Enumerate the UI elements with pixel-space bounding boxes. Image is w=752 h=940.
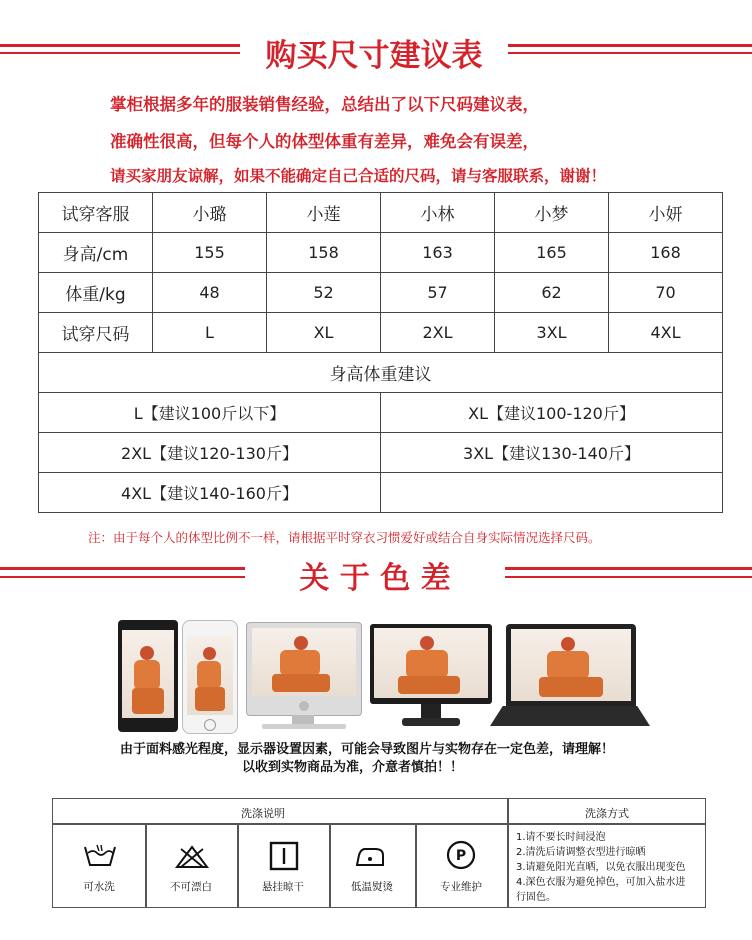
model-head	[294, 636, 308, 650]
table-cell: 52	[267, 273, 381, 313]
table-cell: L	[153, 313, 267, 353]
phone-device-white	[182, 620, 238, 734]
care-label: 专业维护	[440, 881, 482, 893]
hang-dry-icon	[269, 841, 299, 871]
suggestion-title: 身高体重建议	[39, 353, 723, 393]
care-label: 不可漂白	[170, 881, 212, 893]
model-pants	[398, 676, 460, 694]
table-cell: 2XL	[381, 313, 495, 353]
title-bar-right-2	[508, 52, 752, 54]
table-cell: 4XL	[609, 313, 723, 353]
device-screen	[187, 635, 233, 715]
intro-line-2: 准确性很高，但每个人的体型体重有差异，难免会有误差，	[110, 132, 539, 151]
model-pants	[272, 674, 330, 692]
logo-icon	[299, 701, 309, 711]
table-row	[39, 313, 723, 353]
model-top	[280, 650, 320, 676]
table-row	[39, 233, 723, 273]
model-top	[197, 661, 221, 689]
size-table	[38, 192, 723, 513]
phone-device	[118, 620, 178, 732]
divider	[53, 823, 705, 825]
table-row	[39, 473, 723, 513]
title-bar-right-4	[505, 576, 752, 578]
care-label: 可水洗	[83, 881, 115, 893]
divider	[507, 799, 509, 907]
table-cell: 158	[267, 233, 381, 273]
table-cell: 小梦	[495, 193, 609, 233]
care-instruction: 1.请不要长时间浸泡	[516, 832, 606, 843]
table-cell: 57	[381, 273, 495, 313]
table-row	[39, 433, 723, 473]
table-cell: 小莲	[267, 193, 381, 233]
title-bar-left-4	[0, 576, 245, 578]
professional-care-icon	[445, 839, 477, 871]
divider	[145, 823, 147, 907]
model-top	[134, 660, 160, 690]
disclaimer-line-2: 以收到实物商品为准，介意者慎拍！！	[242, 760, 464, 775]
model-pants	[195, 687, 225, 711]
suggestion-cell: XL【建议100-120斤】	[381, 393, 723, 433]
model-pants	[539, 677, 603, 697]
table-cell: 70	[609, 273, 723, 313]
suggestion-cell: L【建议100斤以下】	[39, 393, 381, 433]
home-button	[204, 719, 216, 731]
divider	[329, 823, 331, 907]
monitor-stand	[421, 704, 441, 718]
monitor-device	[370, 624, 492, 704]
title-bar-left-2	[0, 52, 240, 54]
title-bar-right-3	[505, 567, 752, 570]
device-screen	[122, 630, 174, 718]
care-instruction: 4.深色衣服为避免掉色，可加入盐水进	[516, 877, 686, 888]
table-cell: 155	[153, 233, 267, 273]
table-cell: 48	[153, 273, 267, 313]
model-top	[406, 650, 448, 678]
color-diff-title: 关 于 色 差	[299, 561, 451, 596]
laptop-device	[506, 624, 636, 706]
disclaimer-line-1: 由于面料感光程度，显示器设置因素，可能会导致图片与实物存在一定色差，请理解！	[120, 742, 615, 757]
care-label: 低温熨烫	[351, 881, 393, 893]
divider	[415, 823, 417, 907]
table-cell: 身高/cm	[39, 233, 153, 273]
title-bar-right-1	[508, 44, 752, 47]
device-screen	[511, 629, 631, 701]
model-pants	[132, 688, 164, 714]
low-iron-icon	[353, 845, 387, 869]
title-bar-left-1	[0, 44, 240, 47]
intro-line-1: 掌柜根据多年的服装销售经验，总结出了以下尺码建议表，	[110, 95, 539, 114]
no-bleach-icon	[175, 845, 209, 869]
table-cell: 试穿客服	[39, 193, 153, 233]
suggestion-cell	[381, 473, 723, 513]
table-cell: 小妍	[609, 193, 723, 233]
suggestion-cell: 4XL【建议140-160斤】	[39, 473, 381, 513]
model-head	[561, 637, 575, 651]
title-bar-left-3	[0, 567, 245, 570]
table-cell: 62	[495, 273, 609, 313]
keyboard	[262, 724, 346, 729]
device-screen	[374, 628, 488, 698]
table-row	[39, 273, 723, 313]
table-row	[39, 353, 723, 393]
table-cell: 小璐	[153, 193, 267, 233]
model-head	[420, 636, 434, 650]
svg-text:P: P	[455, 848, 467, 864]
care-instruction: 3.请避免阳光直晒，以免衣服出现变色	[516, 862, 686, 873]
model-top	[547, 651, 589, 679]
suggestion-cell: 3XL【建议130-140斤】	[381, 433, 723, 473]
care-header-left: 洗涤说明	[241, 807, 285, 820]
table-row	[39, 193, 723, 233]
size-note: 注：由于每个人的体型比例不一样，请根据平时穿衣习惯爱好或结合自身实际情况选择尺码。	[88, 530, 601, 545]
table-cell: 163	[381, 233, 495, 273]
imac-device	[246, 622, 362, 716]
page-title: 购买尺寸建议表	[265, 38, 483, 74]
divider	[237, 823, 239, 907]
monitor-base	[402, 718, 460, 726]
table-cell: 165	[495, 233, 609, 273]
table-cell: XL	[267, 313, 381, 353]
model-head	[203, 647, 216, 660]
intro-line-3: 请买家朋友谅解，如果不能确定自己合适的尺码，请与客服联系，谢谢！	[110, 167, 607, 185]
device-screen	[252, 628, 356, 696]
suggestion-cell: 2XL【建议120-130斤】	[39, 433, 381, 473]
care-instruction: 2.清洗后请调整衣型进行晾晒	[516, 847, 646, 858]
care-instruction: 行固色。	[516, 892, 556, 903]
model-head	[140, 646, 154, 660]
hand-wash-icon	[83, 843, 117, 869]
laptop-keyboard	[490, 706, 650, 726]
table-cell: 168	[609, 233, 723, 273]
table-cell: 小林	[381, 193, 495, 233]
table-cell: 体重/kg	[39, 273, 153, 313]
table-cell: 3XL	[495, 313, 609, 353]
care-header-right: 洗涤方式	[585, 807, 629, 820]
care-label: 悬挂晾干	[262, 881, 304, 893]
table-cell: 试穿尺码	[39, 313, 153, 353]
table-row	[39, 393, 723, 433]
